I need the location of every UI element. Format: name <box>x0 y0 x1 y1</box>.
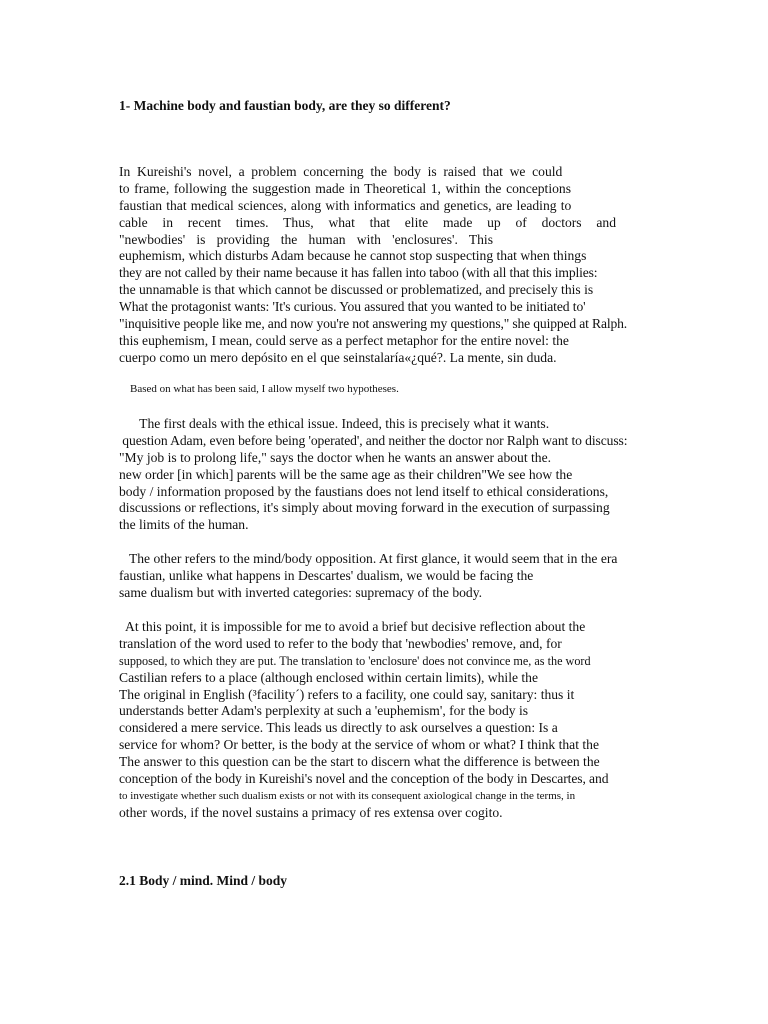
section-heading-1: 1- Machine body and faustian body, are they so different? <box>119 98 451 113</box>
paragraph-line: The original in English (³facility´) refers to a facility, one could say, sanitary: thus it <box>119 686 575 702</box>
paragraph-line: question Adam, even before being 'operated', and neither the doctor nor Ralph want to discuss: <box>119 432 628 448</box>
hypotheses-note: Based on what has been said, I allow myself two hypotheses. <box>130 383 399 395</box>
paragraph-line: cable in recent times. Thus, what that elite made up of doctors and <box>119 214 616 230</box>
paragraph-line: translation of the word used to refer to the body that 'newbodies' remove, and, for <box>119 635 562 651</box>
paragraph-4 <box>119 619 719 822</box>
paragraph-line: body / information proposed by the faustians does not lend itself to ethical considerations, <box>119 483 609 499</box>
paragraph-line: to frame, following the suggestion made in Theoretical 1, within the conceptions <box>119 180 571 196</box>
paragraph-line: "My job is to prolong life," says the doctor when he wants an answer about the. <box>119 449 552 465</box>
paragraph-line: faustian that medical sciences, along with informatics and genetics, are leading to <box>119 197 572 213</box>
paragraph-line: conception of the body in Kureishi's novel and the conception of the body in Descartes, and <box>119 771 609 787</box>
paragraph-line: The other refers to the mind/body opposition. At first glance, it would seem that in the era <box>119 551 618 566</box>
paragraph-line: same dualism but with inverted categories: supremacy of the body. <box>119 584 483 600</box>
paragraph-line: to investigate whether such dualism exists or not with its consequent axiological change in the terms, in <box>119 789 576 802</box>
paragraph-line: other words, if the novel sustains a primacy of res extensa over cogito. <box>119 804 503 820</box>
section-heading-2: 2.1 Body / mind. Mind / body <box>119 873 288 888</box>
paragraph-line: "newbodies' is providing the human with 'enclosures'. This <box>119 231 493 247</box>
paragraph-line: The first deals with the ethical issue. Indeed, this is precisely what it wants. <box>119 416 550 431</box>
paragraph-line: this euphemism, I mean, could serve as a perfect metaphor for the entire novel: the <box>119 332 569 348</box>
paragraph-line: At this point, it is impossible for me to avoid a brief but decisive reflection about the <box>119 619 586 634</box>
paragraph-line: "inquisitive people like me, and now you're not answering my questions," she quipped at Ralph. <box>119 316 627 332</box>
paragraph-2 <box>119 416 719 534</box>
paragraph-line: In Kureishi's novel, a problem concerning the body is raised that we could <box>119 164 563 179</box>
paragraph-line: cuerpo como un mero depósito en el que seinstalaría«¿qué?. La mente, sin duda. <box>119 349 557 365</box>
paragraph-line: understands better Adam's perplexity at such a 'euphemism', for the body is <box>119 703 529 719</box>
paragraph-line: service for whom? Or better, is the body at the service of whom or what? I think that the <box>119 737 599 753</box>
paragraph-1 <box>119 164 719 367</box>
paragraph-line: The answer to this question can be the start to discern what the difference is between the <box>119 754 600 770</box>
paragraph-line: discussions or reflections, it's simply about moving forward in the execution of surpassing <box>119 500 610 516</box>
paragraph-line: faustian, unlike what happens in Descartes' dualism, we would be facing the <box>119 567 534 583</box>
paragraph-line: the limits of the human. <box>119 517 249 533</box>
paragraph-line: Castilian refers to a place (although enclosed within certain limits), while the <box>119 669 539 685</box>
paragraph-line: considered a mere service. This leads us directly to ask ourselves a question: Is a <box>119 720 558 736</box>
paragraph-3 <box>119 551 719 602</box>
paragraph-line: new order [in which] parents will be the same age as their children"We see how the <box>119 466 573 482</box>
paragraph-line: they are not called by their name because it has fallen into taboo (with all that this implies: <box>119 265 598 281</box>
paragraph-line: the unnamable is that which cannot be discussed or problematized, and precisely this is <box>119 282 594 298</box>
paragraph-line: What the protagonist wants: 'It's curious. You assured that you wanted to be initiated to' <box>119 299 586 315</box>
paragraph-line: euphemism, which disturbs Adam because he cannot stop suspecting that when things <box>119 248 587 264</box>
paragraph-line: supposed, to which they are put. The translation to 'enclosure' does not convince me, as the word <box>119 653 591 668</box>
